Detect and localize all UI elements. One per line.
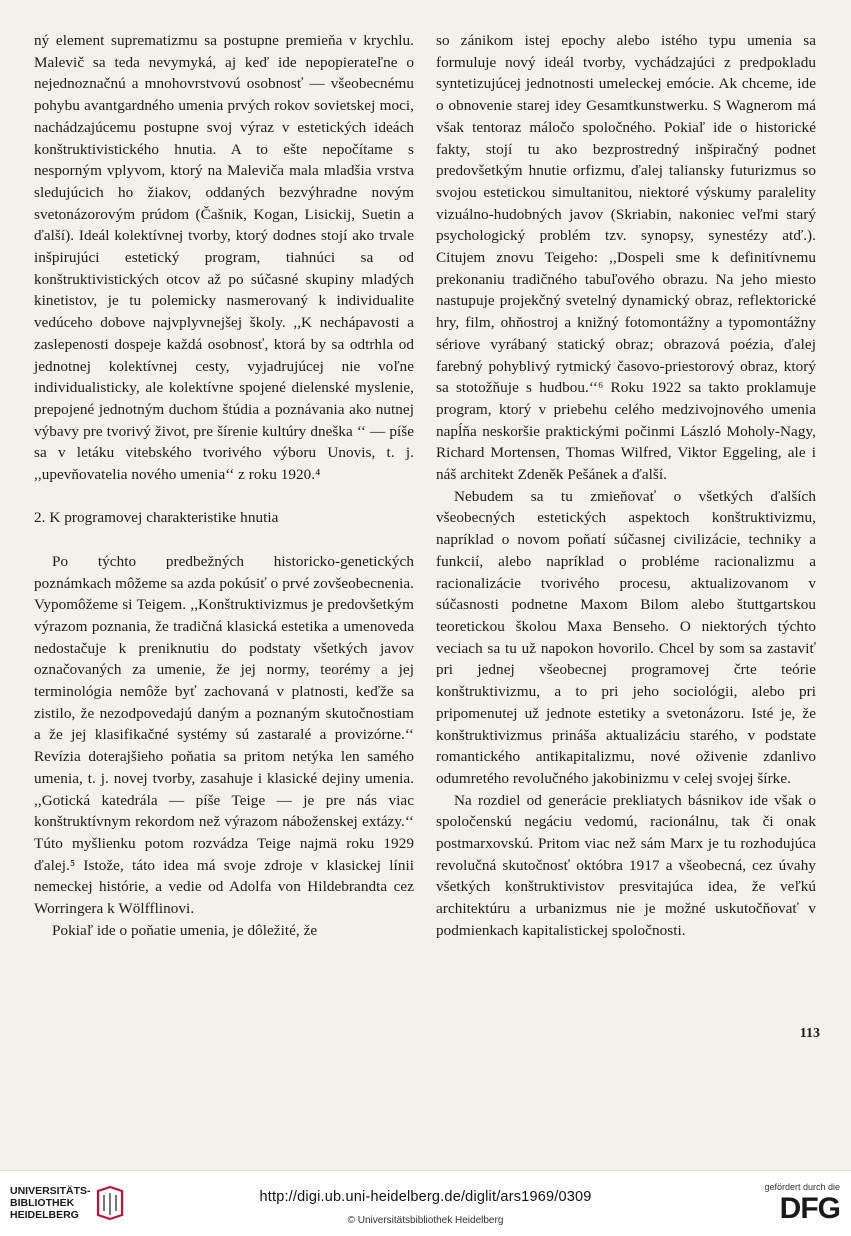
- paragraph: Pokiaľ ide o poňatie umenia, je dôležité, že: [52, 921, 318, 939]
- right-text-column: [436, 30, 816, 942]
- section-heading: 2. K programovej charakteristike hnutia: [34, 509, 279, 527]
- copyright-notice: © Universitätsbibliothek Heidelberg: [347, 1215, 504, 1226]
- digitization-footer: [0, 1170, 851, 1236]
- left-text-column: [34, 30, 414, 942]
- library-name-line: UNIVERSITÄTS-: [10, 1185, 91, 1197]
- paragraph: Na rozdiel od generácie prekliatych básnikov ide však o spoločenskú negáciu vedomú, racionálnu, tak či onak postmarxovskú. Pritom viac než sám Marx je tu rozhodujúca revolučná skutočnosť októbra 1917 a všeobecná, cez úvahy všetkých konštruktivistov presvitajúca idea, že veľkú architektúru a urbanizmus nie je možné uskutočňovať v podmienkach kapitalistickej spoločnosti.: [436, 791, 816, 939]
- page-number: 113: [799, 1026, 820, 1041]
- paragraph: Po týchto predbežných historicko-genetických poznámkach môžeme sa azda pokúsiť o prvé zovšeobecnenia. Vypomôžeme si Teigem. ,,Konštruktivizmus je predovšetkým výrazom poznania, že tradičná klasická estetika a umenoveda nedostačuje k preniknutiu do podstaty všetkých javov označovaných za umenie, že jej normy, teorémy a jej terminológia nemôže byť zachovaná v platnosti, keďže sa zistilo, že nezodpovedajú daným a poznaným skutočnostiam a že jej klasifikačné systémy sú zastaralé a provizórne.‘‘ Revízia doterajšieho poňatia sa pritom netýka len samého umenia, t. j. novej tvorby, zasahuje i klasické dejiny umenia. ,,Gotická katedrála — píše Teige — je pre nás viac konštruktívnym rekordom než výrazom náboženskej extázy.‘‘ Túto myšlienku potom rozvádza Teige najmä roku 1929 ďalej.⁵ Istože, táto idea má svoje zdroje v klasickej línii nemeckej histórie, a vedie od Adolfa von Hildebrandta cez Worringera k Wölfflinovi.: [34, 552, 414, 918]
- funding-note: gefördert durch die: [764, 1182, 840, 1192]
- paragraph: ný element suprematizmu sa postupne premieňa v krychlu. Malevič sa teda nevymyká, aj keď ide nepopierateľne o nejednoznačnú a mnohovrstvovú osobnosť — všeobecnému pohybu avantgardného umenia prvých rokov sovietskej moci, nachádzajúcemu postupne svoj výraz v estetických ideách konštruktivistického hnutia. A to ešte nepočítame s nesporným vplyvom, ktorý na Maleviča mala mladšia vrstva sledujúcich ho žiakov, oddaných bezvýhradne novým svetonázorovým prúdom (Čašnik, Kogan, Lisickij, Suetin a ďalší). Ideál kolektívnej tvorby, ktorý dodnes stojí ako trvale inšpirujúci estetický program, tiahnúci sa od konštruktivistických otcov až po súčasné skupiny mladých kinetistov, je tu polemicky nasmerovaný k individualite vedúceho dobove najvplyvnejšej školy. ,,K nechápavosti a zaslepenosti dospeje každá osobnosť, ktorá by sa odtrhla od jednotnej kolektívnej cesty, vyjadrujúcej nie voľne individualisticky, ale kolektívne spojené dielenské myslenie, prepojené jednotným duchom štúdia a poznávania ako nutnej výbavy pre tvorivý život, pre šírenie kultúry dneška ‘‘ — píše sa v letáku vitebského tvorivého výboru Unovis, t. j. ,,upevňovatelia nového umenia‘‘ z roku 1920.⁴: [34, 32, 414, 484]
- paragraph-spacer: [34, 486, 414, 508]
- paragraph: Nebudem sa tu zmieňovať o všetkých ďalších všeobecných estetických aspektoch konštruktivizmu, napríklad o novom poňatí súčasnej civilizácie, techniky a funkcií, alebo napríklad o problémе racionalizmu a racionalizácie tvorivého procesu, aktualizovanom v súčasnosti podnetne Maxom Bilom alebo štuttgartskou teoretickou školou Maxa Benseho. O niektorých týchto veciach sa tu už napokon hovorilo. Chcel by som sa zastaviť pri jednej všeobecnej programovej črte teórie konštruktivizmu, a to pri jeho sociológii, alebo pri pripomenutej už jednote estetiky a svetonázoru. Isté je, že konštruktivizmus prináša aktualizáciu starého, v podstate romantického antikapitalizmu, nové oživenie zdanlivo odumretého revolučného jakobinizmu v celej svojej šírke.: [436, 487, 816, 787]
- paragraph-spacer: [34, 529, 414, 551]
- paragraph: so zánikom istej epochy alebo istého typu umenia sa formuluje nový ideál tvorby, vychádzajúci z predpokladu syntetizujúcej jednotnosti umeleckej emócie. Ak chceme, ide o obnovenie starej idey Gesamtkunstwerku. S Wagnerom má však tentoraz máločo spoločného. Pokiaľ ide o historické fakty, stojí tu ako bezprostredný inšpiračný podnet predovšetkým hnutie orfizmu, ďalej taliansky futurizmus so svojou estetickou simultanitou, niektoré výskumy paralelity vizuálno-hudobných javov (Skriabin, nakoniec veľmi starý psychologický problém tzv. synopsy, synestézy atď.). Citujem znovu Teigeho: ,,Dospeli sme k definitívnemu prekonaniu tradičného tabuľového obrazu. Na jeho miesto nastupuje projekčný svetelný dynamický obraz, reflektorické hry, film, ohňostroj a knižný fotomontážny a typomontážny sériove vyrábaný statický obraz; obrazová poézia, ďalej farebný pohyblivý rytmický časovo-priestorový obraz, ktorý sa stotožňuje s hudbou.‘‘⁶ Roku 1922 sa takto proklamuje program, ktorý v priebehu celého medzivojnového umenia napĺňa neskoršie praktickými počinmi László Moholy-Nagy, Richard Mortensen, Thomas Wilfred, Viktor Eggeling, ale i náš architekt Zdeněk Pešánek a ďalší.: [436, 32, 816, 484]
- permalink-url[interactable]: http://digi.ub.uni-heidelberg.de/diglit/ars1969/0309: [259, 1189, 592, 1205]
- library-name-line: HEIDELBERG: [10, 1209, 79, 1221]
- dfg-logo[interactable]: DFG: [779, 1192, 840, 1225]
- library-name-line: BIBLIOTHEK: [10, 1197, 75, 1209]
